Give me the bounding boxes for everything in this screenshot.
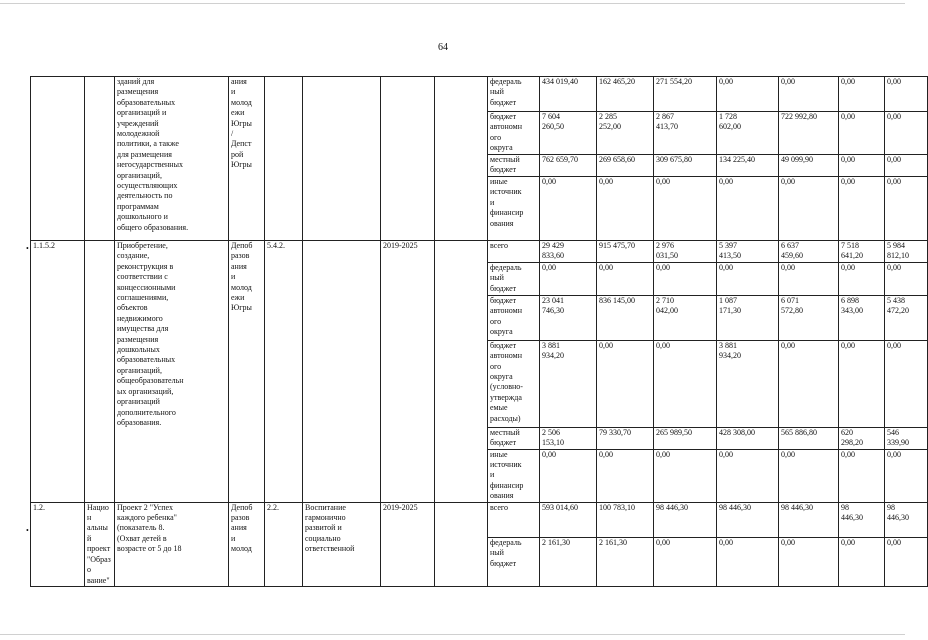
table-cell: 79 330,70: [597, 427, 654, 449]
table-cell: 7 518 641,20: [839, 241, 885, 263]
margin-bullet: •: [26, 244, 29, 253]
table-cell: 0,00: [597, 262, 654, 295]
bottom-scan-edge: [0, 634, 905, 635]
table-cell: федераль ный бюджет: [488, 77, 540, 112]
table-cell: 0,00: [885, 177, 928, 241]
table-cell: 3 881 934,20: [540, 340, 597, 427]
table-cell: местный бюджет: [488, 155, 540, 177]
table-cell: 620 298,20: [839, 427, 885, 449]
table-cell: 0,00: [717, 262, 779, 295]
table-row: [31, 241, 928, 263]
table-cell: Депоб разов ания и молод ежи Югры: [229, 241, 265, 503]
table-cell: 0,00: [540, 177, 597, 241]
table-cell: 722 992,80: [779, 112, 839, 155]
table-cell: 0,00: [597, 177, 654, 241]
table-cell: 269 658,60: [597, 155, 654, 177]
table-cell: 5 438 472,20: [885, 295, 928, 340]
table-cell: 0,00: [654, 449, 717, 502]
table-cell: 98 446,30: [717, 502, 779, 537]
table-cell: 0,00: [779, 449, 839, 502]
table-cell: 309 675,80: [654, 155, 717, 177]
table-cell: 3 881 934,20: [717, 340, 779, 427]
table-cell: 0,00: [885, 340, 928, 427]
table-cell: 134 225,40: [717, 155, 779, 177]
table-cell: 0,00: [839, 177, 885, 241]
table-cell: федераль ный бюджет: [488, 262, 540, 295]
table-cell: [381, 77, 435, 241]
table-cell: бюджет автономн ого округа (условно- утвержда емые расходы): [488, 340, 540, 427]
table-cell: 98 446,30: [885, 502, 928, 537]
margin-bullet: •: [26, 526, 29, 535]
table-cell: 0,00: [597, 449, 654, 502]
table-row: [31, 502, 928, 537]
table-cell: 0,00: [717, 177, 779, 241]
table-cell: 2019-2025: [381, 241, 435, 503]
table-cell: 1.2.: [31, 502, 85, 586]
table-cell: 6 071 572,80: [779, 295, 839, 340]
table-cell: 915 475,70: [597, 241, 654, 263]
table-cell: 0,00: [779, 340, 839, 427]
table-cell: 0,00: [885, 112, 928, 155]
table-cell: 0,00: [839, 112, 885, 155]
table-cell: 0,00: [839, 262, 885, 295]
table-cell: 2 867 413,70: [654, 112, 717, 155]
table-cell: Приобретение, создание, реконструкция в соответствии с концессионными соглашениями, объектов недвижимого имущества для размещения дошкольных образовательных организаций, общеобразовательн ых организаций, организаций дополнительного образования.: [115, 241, 229, 503]
table-cell: 29 429 833,60: [540, 241, 597, 263]
table-cell: 0,00: [654, 177, 717, 241]
table-cell: всего: [488, 241, 540, 263]
table-cell: местный бюджет: [488, 427, 540, 449]
table-cell: 100 783,10: [597, 502, 654, 537]
table-cell: 2.2.: [265, 502, 303, 586]
table-cell: [435, 77, 488, 241]
table-cell: 0,00: [779, 537, 839, 586]
table-cell: 5 984 812,10: [885, 241, 928, 263]
table-cell: 5 397 413,50: [717, 241, 779, 263]
table-cell: 546 339,90: [885, 427, 928, 449]
table-cell: 593 014,60: [540, 502, 597, 537]
table-cell: 98 446,30: [779, 502, 839, 537]
table-cell: 0,00: [717, 449, 779, 502]
table-cell: 0,00: [839, 340, 885, 427]
table-cell: 6 898 343,00: [839, 295, 885, 340]
table-cell: 49 099,90: [779, 155, 839, 177]
table-cell: 0,00: [839, 155, 885, 177]
table-cell: 0,00: [779, 262, 839, 295]
table-cell: бюджет автономн ого округа: [488, 112, 540, 155]
table-cell: 428 308,00: [717, 427, 779, 449]
table-cell: 0,00: [885, 449, 928, 502]
table-cell: 0,00: [839, 449, 885, 502]
table-cell: 0,00: [885, 77, 928, 112]
table-cell: 98 446,30: [654, 502, 717, 537]
table-cell: 271 554,20: [654, 77, 717, 112]
table-cell: зданий для размещения образовательных организаций и учреждений молодежной политики, а также для размещения негосударственных организаций, осуществляющих деятельность по программам дошкольного и общего образования.: [115, 77, 229, 241]
table-cell: 1 087 171,30: [717, 295, 779, 340]
table-cell: 5.4.2.: [265, 241, 303, 503]
table-cell: 2 506 153,10: [540, 427, 597, 449]
table-cell: 6 637 459,60: [779, 241, 839, 263]
table-cell: 2019-2025: [381, 502, 435, 586]
table-cell: [85, 241, 115, 503]
table-cell: 98 446,30: [839, 502, 885, 537]
table-cell: иные источник и финансир ования: [488, 177, 540, 241]
top-scan-edge: [0, 3, 905, 4]
table-cell: федераль ный бюджет: [488, 537, 540, 586]
table-cell: 0,00: [654, 262, 717, 295]
table-cell: 265 989,50: [654, 427, 717, 449]
table-cell: Воспитание гармонично развитой и социально ответственной: [303, 502, 381, 586]
page-number: 64: [438, 42, 448, 53]
table-cell: 0,00: [839, 537, 885, 586]
table-cell: 0,00: [839, 77, 885, 112]
table-cell: 836 145,00: [597, 295, 654, 340]
table-cell: 1.1.5.2: [31, 241, 85, 503]
table-cell: всего: [488, 502, 540, 537]
table-cell: 1 728 602,00: [717, 112, 779, 155]
table-cell: Депоб разов ания и молод: [229, 502, 265, 586]
table-cell: 0,00: [885, 537, 928, 586]
table-cell: [303, 241, 381, 503]
table-cell: 0,00: [779, 77, 839, 112]
table-cell: 565 886,80: [779, 427, 839, 449]
table-cell: 2 710 042,00: [654, 295, 717, 340]
table-cell: [435, 241, 488, 503]
table-cell: 2 976 031,50: [654, 241, 717, 263]
table-cell: 162 465,20: [597, 77, 654, 112]
table-cell: 0,00: [779, 177, 839, 241]
table-cell: ания и молод ежи Югры / Депст рой Югры: [229, 77, 265, 241]
table-cell: бюджет автономн ого округа: [488, 295, 540, 340]
table-cell: 0,00: [885, 155, 928, 177]
table-cell: [303, 77, 381, 241]
table-cell: иные источник и финансир ования: [488, 449, 540, 502]
table-cell: Национ альный проект "Образо вание": [85, 502, 115, 586]
table-cell: Проект 2 "Успех каждого ребенка" (показатель 8. (Охват детей в возрасте от 5 до 18: [115, 502, 229, 586]
table-cell: 0,00: [654, 340, 717, 427]
table-row: [31, 77, 928, 112]
table-cell: 2 285 252,00: [597, 112, 654, 155]
table-cell: 0,00: [540, 262, 597, 295]
table-cell: 2 161,30: [540, 537, 597, 586]
table-cell: 0,00: [540, 449, 597, 502]
table-cell: 0,00: [654, 537, 717, 586]
table-cell: [31, 77, 85, 241]
table-cell: 0,00: [885, 262, 928, 295]
table-cell: 0,00: [717, 537, 779, 586]
table-cell: [85, 77, 115, 241]
table-cell: 7 604 260,50: [540, 112, 597, 155]
table-cell: [265, 77, 303, 241]
table-cell: 0,00: [717, 77, 779, 112]
table-cell: 23 041 746,30: [540, 295, 597, 340]
table-cell: [435, 502, 488, 586]
table-cell: 0,00: [597, 340, 654, 427]
table-cell: 762 659,70: [540, 155, 597, 177]
budget-table: [30, 76, 928, 587]
table-cell: 434 019,40: [540, 77, 597, 112]
table-cell: 2 161,30: [597, 537, 654, 586]
